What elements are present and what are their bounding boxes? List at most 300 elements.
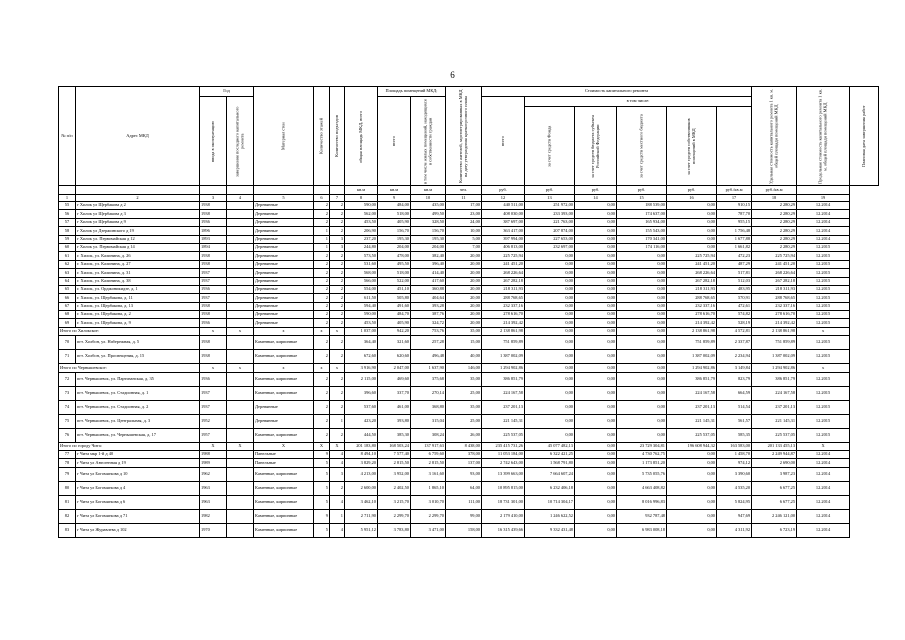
- table-cell: Каменные, кирпичные: [254, 495, 314, 509]
- table-cell: 3: [330, 235, 345, 243]
- table-cell: 0,00: [525, 285, 575, 293]
- table-cell: 1 294 902,86: [482, 364, 525, 372]
- table-cell: [227, 523, 254, 537]
- table-cell: 321,60: [378, 336, 411, 350]
- table-cell: 1 387 002,09: [667, 350, 717, 364]
- table-cell: 0,00: [575, 428, 617, 442]
- table-cell: 1894: [200, 243, 227, 251]
- table-cell: [227, 350, 254, 364]
- header-local: за счет средств местного бюджета: [617, 107, 667, 186]
- table-cell: [227, 311, 254, 319]
- table-cell: 2: [330, 252, 345, 260]
- table-cell: 363 417,00: [482, 227, 525, 235]
- table-cell: 518,00: [378, 210, 411, 218]
- table-cell: 1 637,90: [411, 364, 446, 372]
- table-header: [59, 87, 879, 202]
- header-year-commission: ввода в эксплуатацию: [200, 97, 227, 186]
- table-cell: x: [797, 364, 850, 372]
- table-cell: 386 851,79: [482, 372, 525, 386]
- table-cell: 2: [330, 227, 345, 235]
- table-cell: 0,00: [617, 260, 667, 268]
- column-number: 14: [575, 195, 617, 202]
- table-cell: 1 677,88: [717, 235, 752, 243]
- table-row: [59, 495, 879, 509]
- table-cell: x: [200, 364, 227, 372]
- table-cell: 491,60: [378, 302, 411, 310]
- table-cell: 0,00: [667, 523, 717, 537]
- header-total-area: общая площадь МКД, всего: [345, 87, 378, 186]
- table-cell: 6 983 008,18: [617, 523, 667, 537]
- table-cell: 12.2015: [797, 372, 850, 386]
- table-cell: 337,70: [378, 386, 411, 400]
- table-cell: 0,00: [667, 227, 717, 235]
- table-cell: 55: [59, 202, 76, 210]
- column-number: 11: [446, 195, 482, 202]
- table-cell: 241 451,20: [482, 260, 525, 268]
- table-cell: 472,61: [717, 302, 752, 310]
- table-cell: 12.2015: [797, 302, 850, 310]
- table-cell: 7 664 607,24: [525, 467, 575, 481]
- table-cell: 487,29: [717, 260, 752, 268]
- table-cell: 165 934,00: [617, 218, 667, 226]
- table-cell: 1 387 002,09: [752, 350, 797, 364]
- table-cell: 64,00: [446, 481, 482, 495]
- table-cell: 137 917,63: [411, 442, 446, 450]
- table-cell: 76: [59, 428, 76, 442]
- table-row: [59, 202, 879, 210]
- table-cell: г Чита мкр 1-й д 40: [76, 451, 200, 459]
- table-cell: пгт. Чернышевск, ул. Партизанская, д. 35: [76, 372, 200, 386]
- table-cell: X: [254, 442, 314, 450]
- table-cell: 6 723,19: [752, 523, 797, 537]
- table-cell: 20,00: [446, 252, 482, 260]
- table-cell: 451,10: [378, 285, 411, 293]
- table-cell: 0,00: [617, 350, 667, 364]
- table-cell: 1938: [200, 260, 227, 268]
- table-cell: 8 494,10: [345, 451, 378, 459]
- table-cell: 414,40: [411, 269, 446, 277]
- header-regional: за счет средств бюджета субъекта Российской Федерации: [575, 107, 617, 186]
- table-cell: 12.2015: [797, 285, 850, 293]
- table-cell: 0,00: [575, 400, 617, 414]
- table-cell: 25,00: [446, 414, 482, 428]
- table-cell: Каменные, кирпичные: [254, 372, 314, 386]
- header-wall-material: Материал стен: [254, 87, 314, 186]
- table-cell: г Чита ул Богомягкова д 71: [76, 509, 200, 523]
- table-cell: 20,00: [446, 260, 482, 268]
- table-cell: 453,50: [345, 319, 378, 327]
- table-cell: 0,00: [575, 285, 617, 293]
- table-cell: 268 226,64: [482, 269, 525, 277]
- table-cell: 3 987,23: [752, 467, 797, 481]
- table-cell: 2: [314, 414, 330, 428]
- table-cell: 65: [59, 285, 76, 293]
- table-cell: 0,00: [525, 350, 575, 364]
- subtotal-row: [59, 327, 879, 335]
- table-cell: 499,50: [411, 210, 446, 218]
- table-cell: 3 010,70: [411, 495, 446, 509]
- table-cell: 78: [59, 459, 76, 467]
- unit: кв.м: [411, 186, 446, 195]
- table-cell: 5: [314, 495, 330, 509]
- table-cell: 1938: [200, 210, 227, 218]
- table-row: [59, 311, 879, 319]
- table-cell: 0,00: [617, 327, 667, 335]
- table-cell: 751 859,89: [482, 336, 525, 350]
- table-cell: 20,00: [446, 277, 482, 285]
- table-cell: 382,40: [411, 252, 446, 260]
- table-cell: 590,00: [345, 202, 378, 210]
- table-cell: 4: [330, 523, 345, 537]
- table-cell: 554,00: [345, 285, 378, 293]
- table-cell: 0,00: [617, 302, 667, 310]
- unit: руб.: [482, 186, 525, 195]
- header-address: Адрес МКД: [76, 87, 200, 186]
- table-cell: 13 399 663,00: [482, 467, 525, 481]
- table-cell: Деревянные: [254, 218, 314, 226]
- table-cell: 4 730 762,75: [617, 451, 667, 459]
- table-cell: 218 311,93: [752, 285, 797, 293]
- table-cell: г Чита ул Богомягкова д 10: [76, 467, 200, 481]
- subtotal-label: Итого по Чернышевское:: [59, 364, 200, 372]
- table-cell: 469,60: [378, 372, 411, 386]
- table-cell: 12.2014: [797, 481, 850, 495]
- table-cell: 1: [314, 227, 330, 235]
- header-unit-cost: Удельная стоимость капитального ремонта 1 кв. м. общей площади помещений МКД: [752, 87, 797, 186]
- table-cell: 2 280,29: [752, 202, 797, 210]
- table-cell: 0,00: [525, 302, 575, 310]
- table-cell: 2: [314, 269, 330, 277]
- table-cell: 225 537,05: [752, 428, 797, 442]
- table-cell: 2 815,50: [411, 459, 446, 467]
- table-cell: 1: [330, 414, 345, 428]
- table-cell: 15,00: [446, 336, 482, 350]
- table-cell: [227, 467, 254, 481]
- table-cell: 12.2015: [797, 311, 850, 319]
- table-cell: 10 714 304,17: [525, 495, 575, 509]
- table-cell: 207 874,00: [525, 227, 575, 235]
- table-cell: 225 537,05: [482, 428, 525, 442]
- table-cell: [227, 252, 254, 260]
- table-cell: 0,00: [617, 336, 667, 350]
- table-cell: 393,80: [378, 414, 411, 428]
- table-cell: 531,60: [345, 260, 378, 268]
- table-row: [59, 235, 879, 243]
- table-cell: 664,59: [717, 386, 752, 400]
- table-cell: [227, 277, 254, 285]
- table-cell: 12.2014: [797, 459, 850, 467]
- table-cell: Деревянные: [254, 235, 314, 243]
- table-row: [59, 277, 879, 285]
- table-cell: 2: [314, 400, 330, 414]
- table-cell: 585,35: [717, 428, 752, 442]
- table-cell: 5: [314, 523, 330, 537]
- table-cell: 3 829,20: [345, 459, 378, 467]
- table-cell: Каменные, кирпичные: [254, 481, 314, 495]
- table-cell: [227, 260, 254, 268]
- table-cell: г. Хилок, ул. Калинина, д. 26: [76, 252, 200, 260]
- table-cell: [227, 451, 254, 459]
- column-number: 13: [525, 195, 575, 202]
- table-cell: 942,20: [378, 327, 411, 335]
- table-cell: 20,00: [446, 285, 482, 293]
- table-cell: 0,00: [667, 243, 717, 251]
- table-cell: 1938: [200, 336, 227, 350]
- table-cell: 955,15: [717, 218, 752, 226]
- table-cell: [227, 319, 254, 327]
- column-number: 3: [200, 195, 227, 202]
- table-cell: 214 392,42: [482, 319, 525, 327]
- table-cell: 2: [314, 285, 330, 293]
- table-cell: 386 851,79: [752, 372, 797, 386]
- table-cell: 6 677,25: [752, 495, 797, 509]
- table-cell: 288 768,65: [482, 294, 525, 302]
- table-cell: 233 393,00: [525, 210, 575, 218]
- table-cell: 387,76: [411, 311, 446, 319]
- header-floors: Количество этажей: [314, 87, 330, 186]
- column-number: 7: [330, 195, 345, 202]
- table-cell: 2: [330, 319, 345, 327]
- table-cell: 12.2015: [797, 269, 850, 277]
- table-cell: 0,00: [575, 481, 617, 495]
- table-cell: 232 337,16: [482, 302, 525, 310]
- table-cell: x: [254, 364, 314, 372]
- table-cell: 0,00: [575, 459, 617, 467]
- table-cell: 0,00: [575, 311, 617, 319]
- table-cell: 2 047,00: [378, 364, 411, 372]
- table-cell: 73: [59, 386, 76, 400]
- table-cell: пгт. Чернышевск, ул. Стадионная, д. 2: [76, 400, 200, 414]
- table-cell: 405,90: [378, 319, 411, 327]
- table-cell: 20,00: [446, 311, 482, 319]
- table-cell: 423,20: [345, 414, 378, 428]
- table-cell: 4: [330, 459, 345, 467]
- table-cell: 3 215,70: [378, 495, 411, 509]
- table-cell: 204,00: [411, 243, 446, 251]
- table-cell: 0,00: [525, 386, 575, 400]
- table-cell: 2 115,00: [345, 372, 378, 386]
- table-cell: 63: [59, 269, 76, 277]
- table-cell: 225 725,94: [482, 252, 525, 260]
- table-body: [59, 202, 879, 538]
- table-cell: 68: [59, 311, 76, 319]
- table-cell: 3 161,60: [411, 467, 446, 481]
- table-cell: 1 756,48: [717, 227, 752, 235]
- table-cell: 517,81: [717, 269, 752, 277]
- table-cell: 218 311,93: [667, 285, 717, 293]
- table-cell: Деревянные: [254, 414, 314, 428]
- table-cell: 221 145,31: [482, 414, 525, 428]
- table-cell: 2: [314, 252, 330, 260]
- table-cell: 0,00: [667, 202, 717, 210]
- table-cell: Деревянные: [254, 294, 314, 302]
- table-cell: 288 768,65: [752, 294, 797, 302]
- table-cell: 570,91: [717, 294, 752, 302]
- column-number: 16: [667, 195, 717, 202]
- table-cell: 3: [330, 467, 345, 481]
- table-cell: 0,00: [575, 302, 617, 310]
- column-numbers-row: [59, 195, 879, 202]
- table-cell: 947,69: [717, 509, 752, 523]
- table-cell: 1936: [200, 218, 227, 226]
- table-cell: 237 201,13: [752, 400, 797, 414]
- table-cell: 396,60: [345, 386, 378, 400]
- table-cell: [227, 243, 254, 251]
- table-cell: [227, 481, 254, 495]
- table-cell: 224 167,58: [752, 386, 797, 400]
- table-cell: 0,00: [525, 327, 575, 335]
- table-cell: г Хилок ул Дзержинского д 19: [76, 227, 200, 235]
- table-cell: 79: [59, 467, 76, 481]
- table-cell: 4 311,92: [717, 523, 752, 537]
- table-cell: 5 735 055,76: [617, 467, 667, 481]
- table-cell: 241 451,20: [667, 260, 717, 268]
- table-cell: 0,00: [575, 372, 617, 386]
- table-cell: 1 661,82: [717, 243, 752, 251]
- table-cell: 0,00: [667, 481, 717, 495]
- table-cell: 267 282,18: [482, 277, 525, 285]
- table-cell: 484,00: [378, 202, 411, 210]
- table-cell: 0,00: [617, 269, 667, 277]
- subtotal-label: Итого по городу Чита:: [59, 442, 200, 450]
- table-cell: [227, 400, 254, 414]
- table-cell: 45 077 482,13: [525, 442, 575, 450]
- table-cell: 453,50: [345, 218, 378, 226]
- header-cost: Стоимость капитального ремонта: [482, 87, 752, 97]
- table-cell: 59: [59, 235, 76, 243]
- table-row: [59, 459, 879, 467]
- table-row: [59, 481, 879, 495]
- table-cell: Деревянные: [254, 210, 314, 218]
- table-cell: x: [227, 327, 254, 335]
- table-cell: 61: [59, 252, 76, 260]
- table-cell: 0,00: [617, 277, 667, 285]
- table-cell: 2: [314, 294, 330, 302]
- table-row: [59, 467, 879, 481]
- table-cell: 2 280,29: [752, 235, 797, 243]
- table-cell: [227, 294, 254, 302]
- table-cell: 9: [314, 451, 330, 459]
- table-cell: г Чита ул Богомягкова д 6: [76, 495, 200, 509]
- table-cell: 3 471,00: [411, 523, 446, 537]
- table-cell: 6 322 421,25: [525, 451, 575, 459]
- header-limit-cost: Предельная стоимость капитального ремонта 1 кв. м. общей площади помещений МКД: [797, 87, 850, 186]
- table-cell: 393,28: [411, 302, 446, 310]
- table-cell: 62: [59, 260, 76, 268]
- table-cell: 1937: [200, 294, 227, 302]
- table-cell: 72: [59, 372, 76, 386]
- table-cell: 2: [314, 428, 330, 442]
- column-number: 12: [482, 195, 525, 202]
- table-cell: [227, 210, 254, 218]
- table-row: [59, 350, 879, 364]
- table-cell: 71: [59, 350, 76, 364]
- table-cell: 1988: [200, 451, 227, 459]
- header-entrances: Количество подъездов: [330, 87, 345, 186]
- table-cell: Панельные: [254, 459, 314, 467]
- table-cell: 12.2015: [797, 294, 850, 302]
- table-cell: 505,80: [378, 294, 411, 302]
- table-cell: 386 851,79: [667, 372, 717, 386]
- table-cell: 221 145,31: [667, 414, 717, 428]
- table-cell: 0,00: [617, 364, 667, 372]
- table-cell: Деревянные: [254, 302, 314, 310]
- table-cell: 0,00: [575, 319, 617, 327]
- table-cell: г Чита ул Журавлева д 102: [76, 523, 200, 537]
- table-cell: 156,70: [378, 227, 411, 235]
- table-cell: 2: [330, 294, 345, 302]
- table-row: [59, 523, 879, 537]
- table-cell: 225 725,94: [752, 252, 797, 260]
- table-cell: [227, 269, 254, 277]
- table-cell: 2 337,87: [717, 336, 752, 350]
- table-cell: 188 539,00: [617, 202, 667, 210]
- table-cell: 2: [330, 210, 345, 218]
- table-cell: 461,00: [378, 400, 411, 414]
- table-cell: 0,00: [667, 467, 717, 481]
- table-cell: 0,00: [525, 277, 575, 285]
- table-cell: 9 332 431,48: [525, 523, 575, 537]
- table-cell: 158,00: [446, 523, 482, 537]
- table-cell: 237 201,13: [667, 400, 717, 414]
- table-cell: 0,00: [525, 252, 575, 260]
- column-number: 4: [227, 195, 254, 202]
- table-cell: [227, 227, 254, 235]
- table-cell: 12.2015: [797, 350, 850, 364]
- table-cell: 0,00: [575, 260, 617, 268]
- table-cell: x: [330, 327, 345, 335]
- table-cell: 195,30: [378, 235, 411, 243]
- column-number: 19: [797, 195, 850, 202]
- table-cell: г Хилок ул Щербакова д 3: [76, 210, 200, 218]
- table-cell: 12.2015: [797, 386, 850, 400]
- header-year-overhaul: завершения последнего капитального ремонта: [227, 97, 254, 186]
- unit: кв.м: [378, 186, 411, 195]
- table-cell: г. Хилок, ул. Калинина, д. 38: [76, 277, 200, 285]
- table-cell: 0,00: [525, 428, 575, 442]
- table-cell: 1963: [200, 481, 227, 495]
- table-cell: 10 895 815,00: [482, 481, 525, 495]
- table-cell: 64: [59, 277, 76, 285]
- table-cell: г Хилок ул. Первомайская д 14: [76, 243, 200, 251]
- column-number: 6: [314, 195, 330, 202]
- table-cell: 1957: [200, 428, 227, 442]
- table-cell: 2 690,00: [752, 459, 797, 467]
- table-cell: 3 390,60: [717, 467, 752, 481]
- table-cell: 0,00: [617, 414, 667, 428]
- table-cell: 195,30: [411, 235, 446, 243]
- table-cell: 237 201,13: [482, 400, 525, 414]
- header-owners: за счет средств собственников помещений в МКД: [667, 107, 717, 186]
- table-cell: пгт. Холбон, ул. Просвещения, д. 15: [76, 350, 200, 364]
- table-cell: Панельные: [254, 451, 314, 459]
- table-cell: [227, 285, 254, 293]
- table-cell: 12.2015: [797, 336, 850, 350]
- table-row: [59, 218, 879, 226]
- table-cell: 20,00: [446, 269, 482, 277]
- table-cell: 0,00: [575, 227, 617, 235]
- table-cell: 2: [330, 202, 345, 210]
- table-cell: 1893: [200, 235, 227, 243]
- table-cell: 364,40: [345, 336, 378, 350]
- table-cell: x: [314, 327, 330, 335]
- table-cell: 3 462,10: [345, 495, 378, 509]
- table-cell: 204,00: [378, 243, 411, 251]
- table-cell: 235 415 731,26: [482, 442, 525, 450]
- table-cell: 2: [330, 336, 345, 350]
- table-cell: 2 138 861,98: [667, 327, 717, 335]
- table-cell: 1989: [200, 459, 227, 467]
